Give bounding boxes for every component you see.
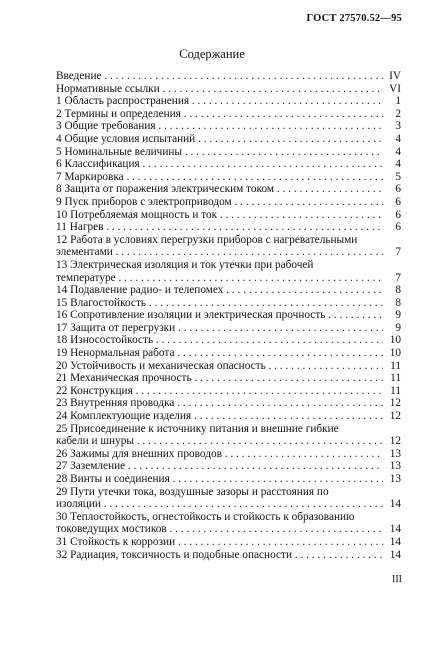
toc-entry-title: 4 Общие условия испытаний . . . [56, 133, 383, 146]
toc-entry-page: 11 [390, 359, 401, 372]
toc-entry [56, 347, 401, 360]
toc-entry [56, 448, 401, 461]
toc-entry-title: 31 Стойкость к коррозии . . . [56, 536, 383, 549]
toc-entry-page: 12 [389, 410, 401, 423]
toc-entry-page: 1 [395, 95, 401, 108]
toc-entry [56, 108, 401, 121]
toc-entry [56, 221, 401, 234]
toc-entry [56, 133, 401, 146]
toc-entry-page: 10 [389, 334, 401, 347]
toc-entry-title: 6 Классификация . . . [56, 158, 383, 171]
toc-entry-title: 30 Теплостойкость, огнестойкость и стойкость к образованию [56, 510, 355, 523]
toc-entry-title: 20 Устойчивость и механическая опасность . . . [56, 360, 383, 373]
toc-entry-title: 1 Область распространения . . . [56, 95, 383, 108]
toc-entry [56, 196, 401, 209]
toc-entry [56, 385, 401, 398]
toc-entry-page: 6 [395, 183, 401, 196]
toc-entry-page: 9 [395, 321, 401, 334]
toc-entry-page: 5 [395, 170, 401, 183]
toc-entry-title: 11 Нагрев . . . [56, 221, 383, 234]
toc-entry-page: 14 [389, 535, 401, 548]
toc-entry-page: 9 [395, 309, 401, 322]
toc-entry [56, 423, 401, 448]
toc-entry [56, 511, 401, 536]
toc-entry-page: 4 [395, 145, 401, 158]
toc-entry-title: 14 Подавление радио- и телепомех . . . [56, 284, 383, 297]
toc-entry [56, 158, 401, 171]
toc-entry [56, 549, 401, 562]
toc-entry [56, 410, 401, 423]
toc-entry-title: 15 Влагостойкость . . . [56, 297, 383, 310]
toc-entry-page: 7 [395, 246, 401, 259]
toc-entry-title: 28 Винты и соединения . . . [56, 473, 383, 486]
toc-entry-title: 13 Электрическая изоляция и ток утечки при рабочей [56, 258, 314, 271]
toc-entry-title: 17 Защита от перегрузки . . . [56, 322, 383, 335]
toc-entry-title: 16 Сопротивление изоляции и электрическая прочность . . . [56, 309, 383, 322]
toc-entry-title: 18 Износостойкость . . . [56, 334, 383, 347]
toc-entry [56, 297, 401, 310]
toc-entry-title-continued: токоведущих мостиков . . . [56, 523, 383, 536]
toc-entry [56, 460, 401, 473]
toc-entry-title-continued: кабели и шнуры . . . [56, 435, 383, 448]
toc-entry-title-continued: элементами . . . [56, 246, 383, 259]
toc-entry-page: 8 [395, 284, 401, 297]
toc-entry-title: 23 Внутренняя проводка . . . [56, 397, 383, 410]
toc-entry-page: 8 [395, 296, 401, 309]
toc-entry [56, 146, 401, 159]
toc-entry [56, 209, 401, 222]
toc-entry-title: 10 Потребляемая мощность и ток . . . [56, 209, 383, 222]
page-number: III [392, 574, 402, 585]
toc-entry-page: VI [389, 82, 401, 95]
toc-entry [56, 360, 401, 373]
toc-entry-page: 10 [389, 347, 401, 360]
toc-entry-page: 7 [395, 271, 401, 284]
toc-entry [56, 234, 401, 259]
toc-entry-title: 21 Механическая прочность . . . [56, 372, 383, 385]
toc-entry [56, 95, 401, 108]
toc-entry-page: 12 [389, 435, 401, 448]
toc-entry-page: 11 [390, 372, 401, 385]
toc-entry-page: 14 [389, 498, 401, 511]
toc-entry [56, 171, 401, 184]
toc-entry-page: 6 [395, 208, 401, 221]
toc-entry [56, 120, 401, 133]
toc-entry-page: 14 [389, 523, 401, 536]
toc-entry-page: 13 [389, 473, 401, 485]
toc-entry [56, 536, 401, 549]
toc-entry-title: 24 Комплектующие изделия . . . [56, 410, 383, 423]
toc-entry-page: 14 [389, 548, 401, 561]
toc-entry-page: 13 [389, 460, 401, 473]
toc-entry [56, 83, 401, 96]
toc-entry-page: 6 [395, 221, 401, 234]
toc-entry-title: 27 Заземление . . . [56, 460, 383, 473]
toc-entry-page: 11 [390, 384, 401, 397]
toc-entry [56, 334, 401, 347]
toc-entry-title: 7 Маркировка . . . [56, 171, 383, 184]
toc-entry [56, 397, 401, 410]
toc-entry-title-continued: изоляции . . . [56, 498, 383, 511]
toc-entry [56, 284, 401, 297]
toc-entry-page: 4 [395, 132, 401, 145]
toc-entry-page: 12 [389, 397, 401, 410]
toc-entry-title: 22 Конструкция . . . [56, 385, 383, 398]
toc-entry-title: 2 Термины и определения . . . [56, 108, 383, 121]
toc-entry [56, 259, 401, 284]
toc-entry-page: 3 [395, 120, 401, 133]
toc-entry [56, 473, 401, 486]
toc-entry [56, 183, 401, 196]
toc-entry-page: 2 [395, 107, 401, 120]
toc-entry-title: 9 Пуск приборов с электроприводом . . . [56, 196, 383, 209]
toc-entry-title: 19 Ненормальная работа . . . [56, 347, 383, 360]
toc-entry-title: 12 Работа в условиях перегрузки приборов с нагревательными [56, 233, 358, 246]
toc-entry-title: 3 Общие требования . . . [56, 120, 383, 133]
document-header: ГОСТ 27570.52—95 [306, 13, 402, 24]
toc-entry-title: Нормативные ссылки . . . [56, 83, 383, 96]
toc-entry-title: 26 Зажимы для внешних проводов . . . [56, 448, 383, 461]
toc-entry-title-continued: температуре . . . [56, 272, 383, 285]
toc-entry-page: 6 [395, 195, 401, 208]
page-title: Содержание [179, 47, 245, 61]
toc-entry-page: 13 [389, 447, 401, 460]
toc-entry [56, 70, 401, 83]
toc-entry-title: 32 Радиация, токсичность и подобные опасности . . . [56, 549, 383, 562]
toc-entry [56, 486, 401, 511]
toc-entry-title: 5 Номинальные величины . . . [56, 146, 383, 159]
toc-entry-title: 29 Пути утечки тока, воздушные зазоры и расстояния по [56, 485, 329, 498]
toc-entry-title: Введение . . . [56, 70, 383, 83]
toc-entry [56, 309, 401, 322]
toc-entry-title: 8 Защита от поражения электрическим током . . . [56, 183, 383, 196]
toc-entry-page: IV [389, 70, 401, 82]
table-of-contents [56, 70, 401, 561]
toc-entry [56, 322, 401, 335]
toc-entry [56, 372, 401, 385]
toc-entry-title: 25 Присоединение к источнику питания и внешние гибкие [56, 422, 339, 435]
toc-entry-page: 4 [395, 158, 401, 171]
